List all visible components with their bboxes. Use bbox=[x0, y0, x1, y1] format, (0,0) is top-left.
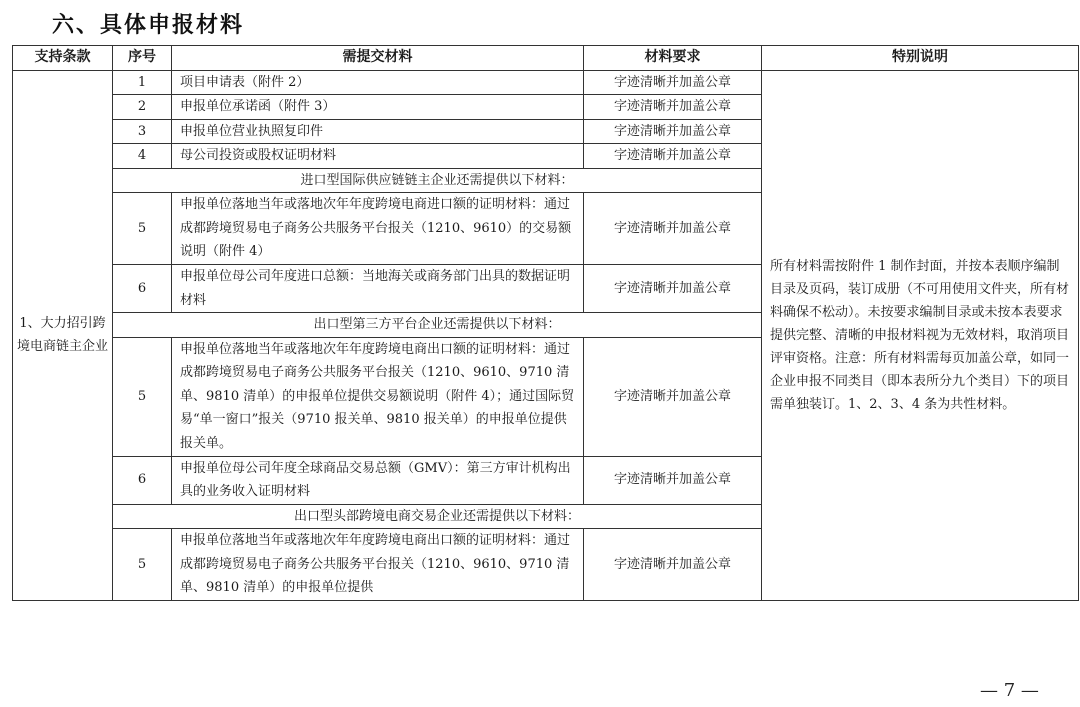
group-title-import: 进口型国际供应链链主企业还需提供以下材料： bbox=[113, 168, 762, 193]
row-number: 6 bbox=[113, 456, 172, 504]
row-number: 2 bbox=[113, 95, 172, 120]
row-requirement: 字迹清晰并加盖公章 bbox=[584, 70, 762, 95]
row-number: 1 bbox=[113, 70, 172, 95]
row-requirement: 字迹清晰并加盖公章 bbox=[584, 119, 762, 144]
row-number: 5 bbox=[113, 529, 172, 601]
row-number: 5 bbox=[113, 193, 172, 265]
notes-cell: 所有材料需按附件 1 制作封面，并按本表顺序编制目录及页码，装订成册（不可用使用文件夹，所有材料确保不松动）。未按要求编制目录或未按本表要求提供完整、清晰的申报材料视为无效材料，取消项目评审资格。注意：所有材料需每页加盖公章，如同一企业申报不同类目（即本表所分九个类目）下的项目需单独装订。1、2、3、4 条为共性材料。 bbox=[762, 70, 1079, 601]
row-requirement: 字迹清晰并加盖公章 bbox=[584, 529, 762, 601]
row-material: 申报单位落地当年或落地次年年度跨境电商出口额的证明材料：通过成都跨境贸易电子商务公共服务平台报关（1210、9610、9710 清单、9810 清单）的申报单位提供交易额说明（附件 4）；通过国际贸易“单一窗口”报关（9710 报关单、9810 报关单）的申报单位提供报关单。 bbox=[172, 337, 584, 456]
row-requirement: 字迹清晰并加盖公章 bbox=[584, 265, 762, 313]
header-number: 序号 bbox=[113, 46, 172, 71]
row-material: 申报单位承诺函（附件 3） bbox=[172, 95, 584, 120]
group-title-export-trade: 出口型头部跨境电商交易企业还需提供以下材料： bbox=[113, 504, 762, 529]
row-material: 申报单位营业执照复印件 bbox=[172, 119, 584, 144]
materials-table bbox=[12, 45, 1079, 601]
row-number: 3 bbox=[113, 119, 172, 144]
group-title-export-platform: 出口型第三方平台企业还需提供以下材料： bbox=[113, 313, 762, 338]
table-header-row bbox=[13, 46, 1079, 71]
row-number: 4 bbox=[113, 144, 172, 169]
row-material: 项目申请表（附件 2） bbox=[172, 70, 584, 95]
header-requirement: 材料要求 bbox=[584, 46, 762, 71]
row-requirement: 字迹清晰并加盖公章 bbox=[584, 456, 762, 504]
header-clause: 支持条款 bbox=[13, 46, 113, 71]
header-materials: 需提交材料 bbox=[172, 46, 584, 71]
row-material: 申报单位落地当年或落地次年年度跨境电商出口额的证明材料：通过成都跨境贸易电子商务公共服务平台报关（1210、9610、9710 清单、9810 清单）的申报单位提供 bbox=[172, 529, 584, 601]
row-requirement: 字迹清晰并加盖公章 bbox=[584, 337, 762, 456]
clause-cell: 1、大力招引跨境电商链主企业 bbox=[13, 70, 113, 601]
row-requirement: 字迹清晰并加盖公章 bbox=[584, 193, 762, 265]
row-material: 母公司投资或股权证明材料 bbox=[172, 144, 584, 169]
row-material: 申报单位母公司年度全球商品交易总额（GMV）：第三方审计机构出具的业务收入证明材料 bbox=[172, 456, 584, 504]
page-number: — 7 — bbox=[980, 680, 1039, 701]
row-material: 申报单位母公司年度进口总额：当地海关或商务部门出具的数据证明材料 bbox=[172, 265, 584, 313]
header-notes: 特别说明 bbox=[762, 46, 1079, 71]
table-row bbox=[13, 70, 1079, 95]
row-number: 6 bbox=[113, 265, 172, 313]
row-requirement: 字迹清晰并加盖公章 bbox=[584, 95, 762, 120]
section-title: 六、具体申报材料 bbox=[52, 13, 245, 38]
row-requirement: 字迹清晰并加盖公章 bbox=[584, 144, 762, 169]
row-material: 申报单位落地当年或落地次年年度跨境电商进口额的证明材料：通过成都跨境贸易电子商务公共服务平台报关（1210、9610）的交易额说明（附件 4） bbox=[172, 193, 584, 265]
row-number: 5 bbox=[113, 337, 172, 456]
